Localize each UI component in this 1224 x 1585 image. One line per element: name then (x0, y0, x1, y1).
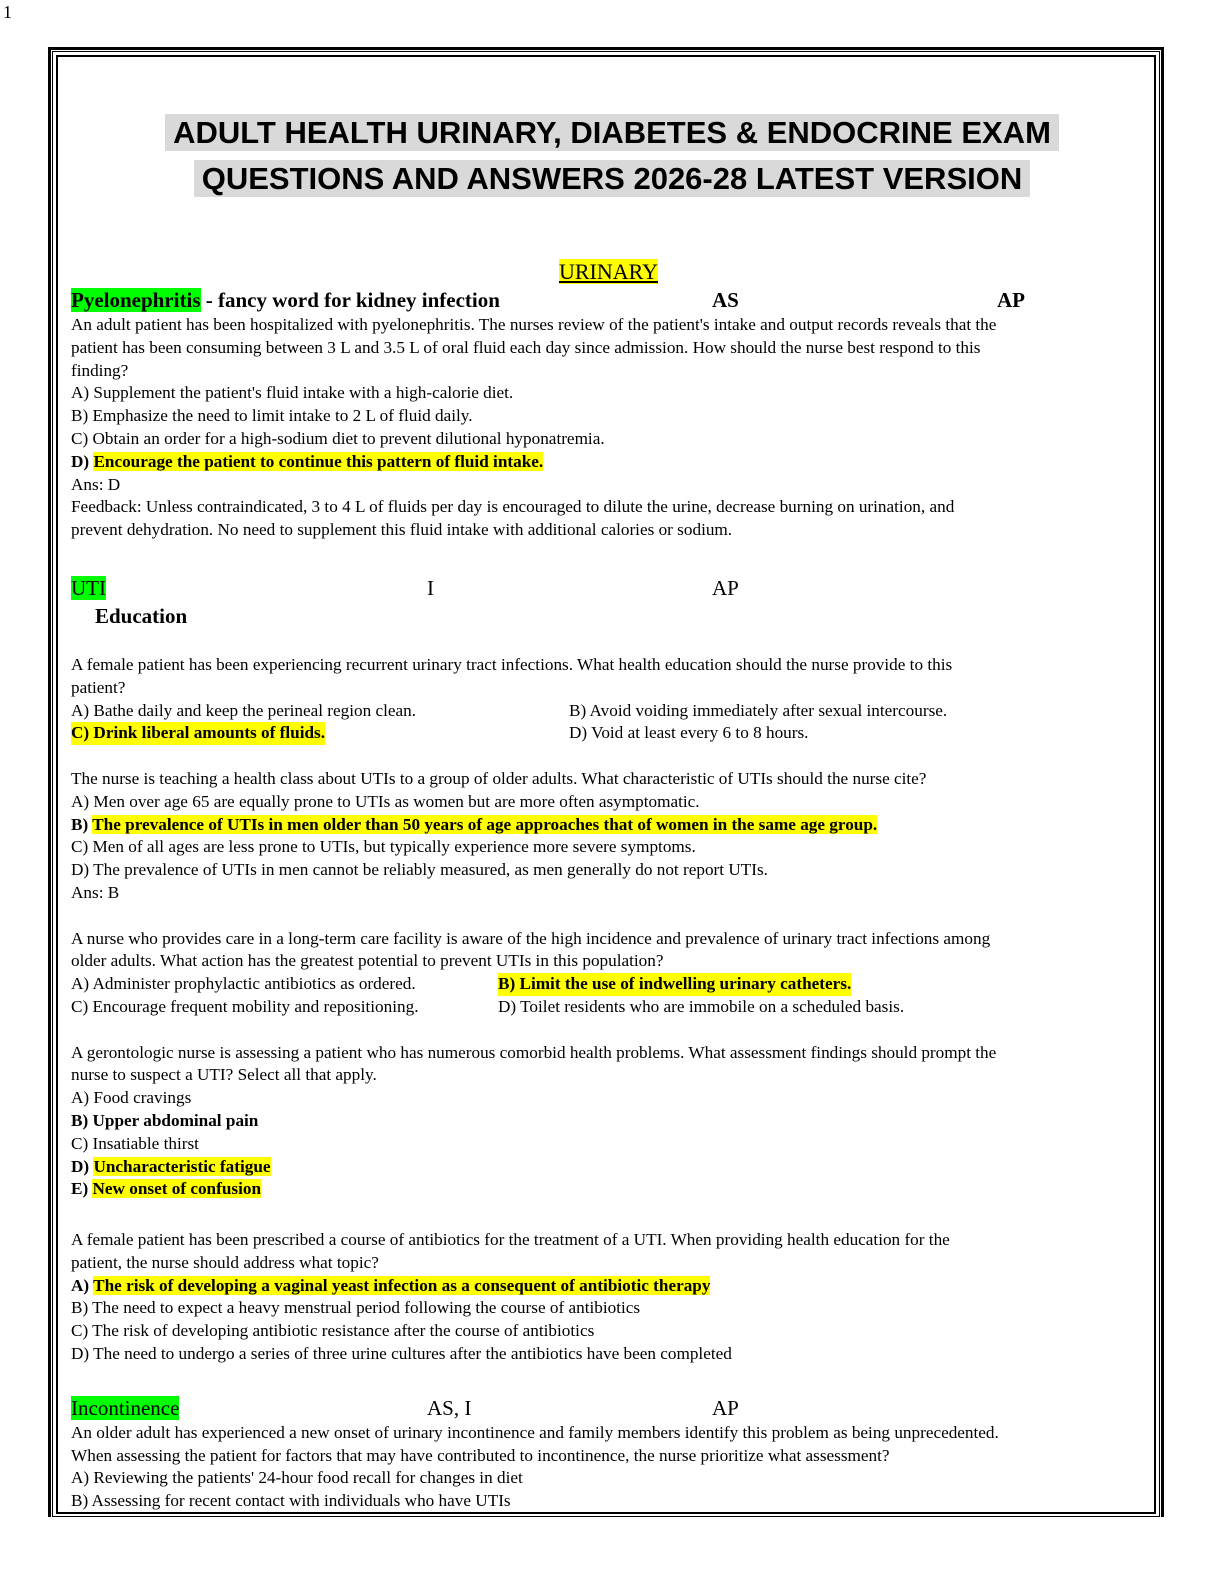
topic-tag-1: I (427, 575, 434, 600)
question-stem: An older adult has experienced a new onset of urinary incontinence and family members identify this problem as being unprecedented. (71, 1422, 999, 1442)
question-stem: patient? (71, 677, 126, 697)
option-a: A) Bathe daily and keep the perineal region clean. (71, 700, 417, 720)
option-d-correct: D) Encourage the patient to continue this pattern of fluid intake. (71, 451, 544, 471)
question-stem: patient has been consuming between 3 L and 3.5 L of oral fluid each day since admission. How should the nurse best respond to this (71, 337, 981, 357)
option-d-correct: D) Uncharacteristic fatigue (71, 1156, 271, 1176)
topic-tag-2: AP (997, 288, 1025, 312)
question-stem: A gerontologic nurse is assessing a patient who has numerous comorbid health problems. What assessment findings should prompt the (71, 1042, 997, 1062)
answer-key: Ans: B (71, 882, 120, 902)
option-d: D) The prevalence of UTIs in men cannot be reliably measured, as men generally do not report UTIs. (71, 860, 768, 880)
options-row (71, 996, 1146, 1019)
option-c: C) Encourage frequent mobility and repositioning. (71, 996, 419, 1016)
options-row (71, 722, 1146, 745)
topic-name: Pyelonephritis (71, 288, 201, 312)
option-b: B) Emphasize the need to limit intake to 2 L of fluid daily. (71, 406, 473, 426)
section-heading: URINARY (558, 259, 658, 284)
question-stem: A nurse who provides care in a long-term care facility is aware of the high incidence and prevalence of urinary tract infections among (71, 928, 991, 948)
topic-desc: - fancy word for kidney infection (200, 288, 500, 312)
options-row (71, 700, 1146, 723)
feedback: Feedback: Unless contraindicated, 3 to 4 L of fluids per day is encouraged to dilute the urine, decrease burning on urination, and (71, 497, 955, 517)
option-a: A) Supplement the patient's fluid intake with a high-calorie diet. (71, 383, 514, 403)
option-c: C) Insatiable thirst (71, 1133, 199, 1153)
option-b: B) The need to expect a heavy menstrual period following the course of antibiotics (71, 1298, 641, 1318)
option-b: B) Upper abdominal pain (71, 1110, 259, 1130)
option-a-correct: A) The risk of developing a vaginal yeast infection as a consequent of antibiotic therapy (71, 1275, 711, 1295)
option-d: D) Toilet residents who are immobile on a scheduled basis. (498, 996, 905, 1016)
option-b: B) Avoid voiding immediately after sexual intercourse. (569, 700, 948, 720)
page-number: 1 (3, 2, 12, 22)
doc-title-line2: QUESTIONS AND ANSWERS 2026-28 LATEST VERSION (0, 157, 1224, 201)
option-a: A) Administer prophylactic antibiotics as ordered. (71, 974, 416, 994)
doc-title-line1: ADULT HEALTH URINARY, DIABETES & ENDOCRINE EXAM (0, 111, 1224, 155)
option-c-correct: C) Drink liberal amounts of fluids. (71, 722, 325, 745)
question-stem: When assessing the patient for factors that may have contributed to incontinence, the nurse prioritize what assessment? (71, 1445, 890, 1465)
topic-name: UTI (71, 575, 106, 600)
option-b-correct: B) The prevalence of UTIs in men older than 50 years of age approaches that of women in the same age group. (71, 814, 878, 834)
option-a: A) Men over age 65 are equally prone to UTIs as women but are more often asymptomatic. (71, 791, 700, 811)
topic-name: Incontinence (71, 1395, 180, 1420)
option-e-correct: E) New onset of confusion (71, 1179, 262, 1199)
topic-header-incontinence (71, 1394, 1146, 1422)
option-d: D) The need to undergo a series of three urine cultures after the antibiotics have been completed (71, 1344, 732, 1364)
topic-tag-2: AP (712, 1395, 739, 1420)
option-b: B) Assessing for recent contact with individuals who have UTIs (71, 1491, 511, 1511)
option-a: A) Food cravings (71, 1088, 192, 1108)
question-stem: finding? (71, 360, 129, 380)
option-c: C) Obtain an order for a high-sodium diet to prevent dilutional hyponatremia. (71, 428, 605, 448)
question-stem: A female patient has been experiencing recurrent urinary tract infections. What health education should the nurse provide to this (71, 654, 953, 674)
topic-subheading: Education (95, 603, 188, 628)
question-stem: A female patient has been prescribed a course of antibiotics for the treatment of a UTI. When providing health education for the (71, 1230, 950, 1250)
topic-header-pyelonephritis (71, 286, 1146, 314)
topic-tag-1: AS, I (427, 1395, 472, 1420)
question-stem: An adult patient has been hospitalized with pyelonephritis. The nurses review of the patient's intake and output records reveals that the (71, 315, 997, 334)
answer-key: Ans: D (71, 474, 121, 494)
topic-header-uti (71, 574, 1146, 602)
topic-tag-1: AS (712, 288, 739, 312)
option-a: A) Reviewing the patients' 24-hour food recall for changes in diet (71, 1468, 523, 1488)
question-stem: The nurse is teaching a health class about UTIs to a group of older adults. What characteristic of UTIs should the nurse cite? (71, 768, 927, 788)
question-stem: nurse to suspect a UTI? Select all that apply. (71, 1065, 377, 1085)
page-bottom-margin (0, 1517, 1224, 1585)
document-body (71, 258, 1146, 1513)
option-d: D) Void at least every 6 to 8 hours. (569, 723, 809, 743)
topic-tag-2: AP (712, 575, 739, 600)
option-c: C) The risk of developing antibiotic resistance after the course of antibiotics (71, 1321, 595, 1341)
question-stem: patient, the nurse should address what topic? (71, 1252, 379, 1272)
feedback: prevent dehydration. No need to supplement this fluid intake with additional calories or sodium. (71, 520, 733, 540)
option-b-correct: B) Limit the use of indwelling urinary catheters. (498, 973, 851, 996)
question-stem: older adults. What action has the greatest potential to prevent UTIs in this population? (71, 951, 664, 971)
options-row (71, 973, 1146, 996)
option-c: C) Men of all ages are less prone to UTIs, but typically experience more severe symptoms. (71, 837, 696, 857)
